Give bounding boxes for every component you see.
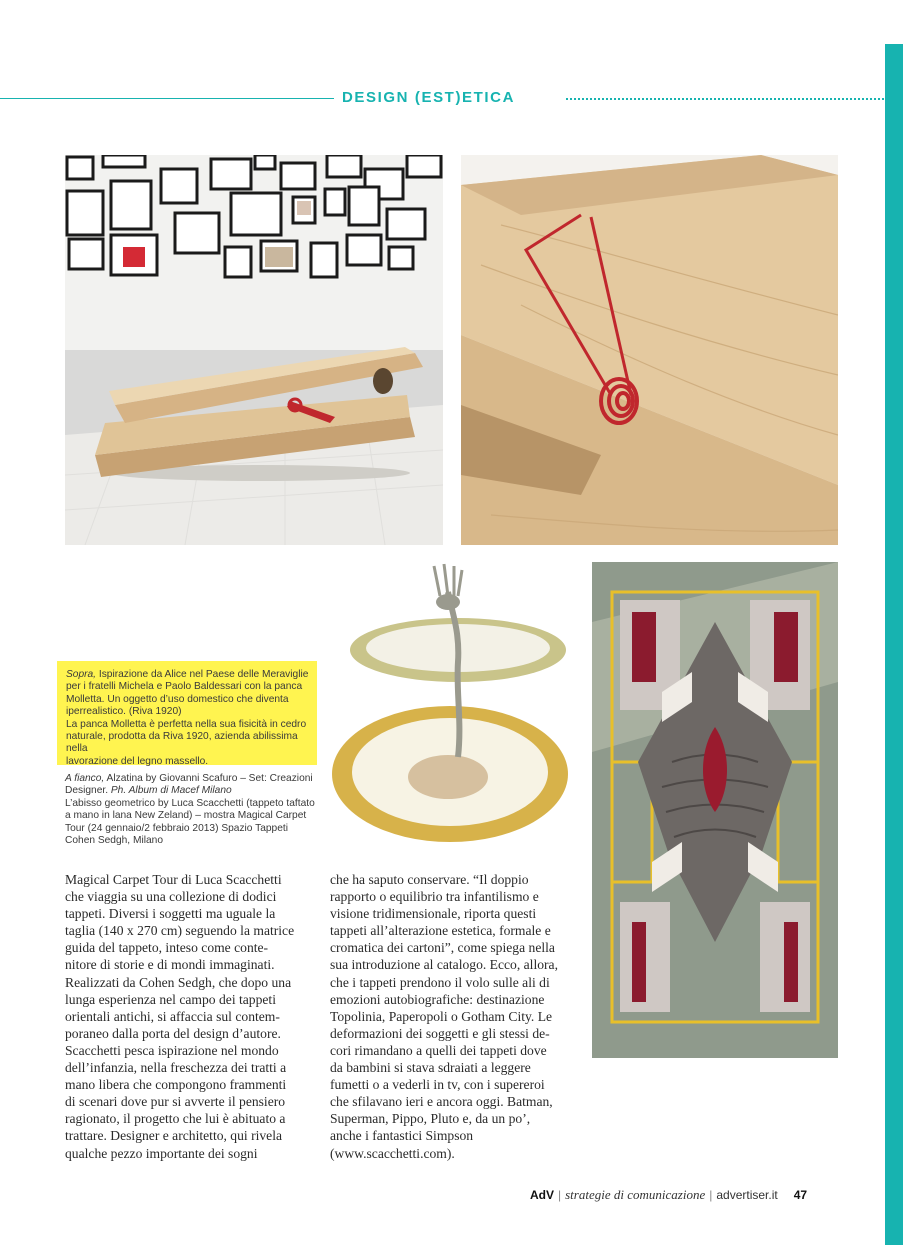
section-title: DESIGN (EST)ETICA [342, 89, 516, 106]
caption-alzatina-carpet: A fianco, Alzatina by Giovanni Scafuro – Set: Creazioni Designer. Ph. Album di Macef Milano L’abisso geometrico by Luca Scacchetti (tappeto taftato a mano in lana New Zeland) – mostra Magical Carpet Tour (24 gennaio/2 febbraio 2013) Spazio Tappeti Cohen Sedgh, Milano [65, 773, 315, 847]
body-text-line: Magical Carpet Tour di Luca Scacchetti [65, 872, 282, 887]
footer-separator: | [709, 1188, 713, 1202]
body-text-line: ragionato, il progetto che lui è abituato a [65, 1111, 286, 1127]
body-text-line: mano libera che compongono frammenti [65, 1077, 287, 1093]
body-text-line: guida del tappeto, inteso come conte- [65, 940, 269, 956]
body-text-line: tappeti. Diversi i soggetti ma uguale la [65, 906, 276, 922]
footer-tagline: strategie di comunicazione [565, 1187, 706, 1202]
header-rule-left [0, 98, 334, 99]
body-text-line: che viaggia su una collezione di dodici [65, 889, 277, 905]
body-text-line: deformazioni dei soggetti e gli stessi de- [330, 1025, 550, 1041]
body-text-line: di scenari dove pur si avverte il pensiero [65, 1094, 286, 1110]
body-text-line: orientali antichi, si affaccia sul contem- [65, 1008, 280, 1024]
footer-website: advertiser.it [716, 1188, 778, 1202]
body-text-line: qualche pezzo importante dei sogni [65, 1145, 258, 1161]
header-rule-right [566, 98, 884, 100]
body-text-line: taglia (140 x 270 cm) seguendo la matrice [65, 923, 295, 939]
body-text-line: Superman, Pippo, Pluto e, da un po’, [330, 1111, 531, 1127]
photo-molletta-bench-room [65, 155, 443, 545]
body-text-line: anche i fantastici Simpson [330, 1128, 474, 1144]
footer-brand: AdV [530, 1188, 554, 1202]
body-text-line: nitore di storie e di mondi immaginati. [65, 957, 275, 973]
photo-abisso-geometrico-carpet [592, 562, 838, 1058]
body-text-line: Topolinia, Paperopoli o Gotham City. Le [330, 1008, 553, 1024]
body-text-line: poraneo dalla porta del design d’autore. [65, 1025, 281, 1041]
footer-separator: | [558, 1188, 562, 1202]
body-text-line: trattare. Designer e architetto, qui rivela [65, 1128, 283, 1144]
body-text-line: da bambini si stava sdraiati a leggere [330, 1060, 531, 1076]
body-text-line: emozioni autobiografiche: destinazione [330, 991, 545, 1007]
body-text-line: cromatica dei cartoni”, come spiega nella [330, 940, 555, 956]
caption-label: A fianco, [65, 773, 105, 784]
body-text-line: rapporto o equilibrio tra infantilismo e [330, 889, 539, 905]
body-column-1 [65, 871, 315, 1162]
photo-molletta-bench-detail [461, 155, 838, 545]
body-text-line: che ha saputo conservare. “Il doppio [330, 872, 529, 887]
body-text-line: visione tridimensionale, riporta questi [330, 906, 537, 922]
page-edge-bar [885, 44, 903, 1245]
photo-alzatina-cake-stand [330, 562, 570, 847]
body-text-line: (www.scacchetti.com). [330, 1145, 455, 1161]
body-text-line: sua introduzione al catalogo. Ecco, allora, [330, 957, 558, 973]
page-number: 47 [793, 1188, 808, 1202]
body-text-line: cori rimandano a quelli dei tappeti dove [330, 1042, 547, 1058]
body-text-line: lunga esperienza nel campo dei tappeti [65, 991, 276, 1007]
body-text-line: dell’infanzia, nella freschezza dei tratti a [65, 1060, 287, 1076]
body-text-line: Scacchetti pesca ispirazione nel mondo [65, 1042, 279, 1058]
body-column-2 [330, 871, 580, 1162]
caption-label: Sopra, [66, 669, 97, 680]
body-text-line: che sfilavano ieri e ancora oggi. Batman, [330, 1094, 553, 1110]
photo-credit: Ph. Album di Macef Milano [110, 785, 232, 797]
body-text-line: tappeti all’alterazione estetica, formale e [330, 923, 551, 939]
body-text-line: fumetti o a vederli in tv, con i supereroi [330, 1077, 545, 1093]
caption-molletta: Sopra, Ispirazione da Alice nel Paese delle Meraviglie per i fratelli Michela e Paolo Baldessari con la panca Molletta. Un oggetto d’uso domestico che diventa iperrealistico. (Riva 1920) La panca Molletta è perfetta nella sua fisicità in cedro naturale, prodotta da Riva 1920, azienda abilissima nella lavorazione del legno massello. [57, 661, 317, 765]
body-text-line: che i tappeti prendono il volo sulle ali di [330, 974, 550, 990]
page-footer [530, 1187, 807, 1203]
body-text-line: Realizzati da Cohen Sedgh, che dopo una [65, 974, 292, 990]
